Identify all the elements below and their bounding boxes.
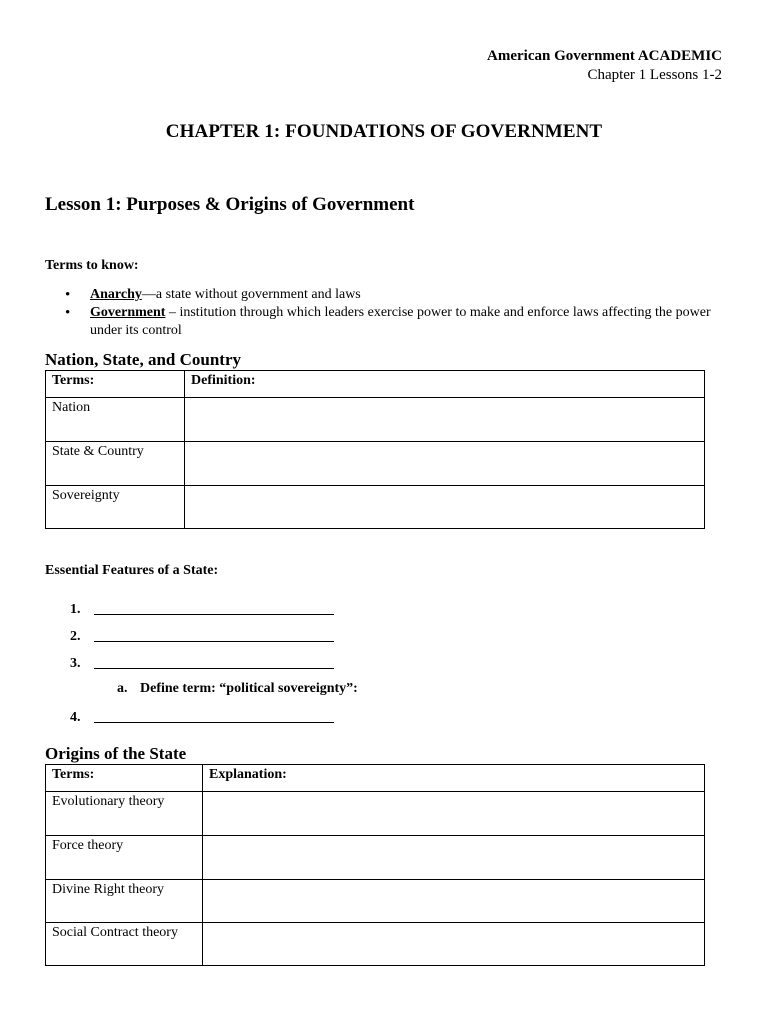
definition-cell[interactable] bbox=[185, 486, 705, 529]
feature-item-2 bbox=[70, 627, 334, 645]
term-cell: Divine Right theory bbox=[46, 880, 203, 923]
chapter-lessons: Chapter 1 Lessons 1-2 bbox=[587, 67, 722, 83]
answer-blank[interactable] bbox=[94, 708, 334, 723]
answer-blank[interactable] bbox=[94, 654, 334, 669]
sub-item-text: Define term: “political sovereignty”: bbox=[140, 681, 358, 696]
term-definition: —a state without government and laws bbox=[141, 287, 361, 302]
term-cell: State & Country bbox=[46, 442, 185, 486]
table-row bbox=[46, 923, 705, 966]
explanation-cell[interactable] bbox=[203, 792, 705, 836]
terms-to-know-heading: Terms to know: bbox=[45, 258, 139, 273]
column-header-terms: Terms: bbox=[46, 765, 203, 792]
bullet-icon: • bbox=[65, 287, 71, 303]
feature-item-3 bbox=[70, 654, 334, 672]
explanation-cell[interactable] bbox=[203, 880, 705, 923]
explanation-cell[interactable] bbox=[203, 836, 705, 880]
table-row bbox=[46, 792, 705, 836]
nation-table-heading: Nation, State, and Country bbox=[45, 350, 241, 369]
definition-cell[interactable] bbox=[185, 398, 705, 442]
essential-features-heading: Essential Features of a State: bbox=[45, 563, 219, 578]
table-row bbox=[46, 398, 705, 442]
term-cell: Sovereignty bbox=[46, 486, 185, 529]
sub-item-marker: a. bbox=[117, 681, 128, 696]
term-cell: Force theory bbox=[46, 836, 203, 880]
sub-item-political-sovereignty bbox=[117, 681, 358, 697]
feature-item-1 bbox=[70, 600, 334, 618]
bullet-icon: • bbox=[65, 305, 71, 321]
course-title: American Government ACADEMIC bbox=[487, 48, 722, 64]
table-row bbox=[46, 442, 705, 486]
term-cell: Evolutionary theory bbox=[46, 792, 203, 836]
terms-list bbox=[65, 286, 725, 340]
table-row bbox=[46, 486, 705, 529]
table-row bbox=[46, 880, 705, 923]
definition-cell[interactable] bbox=[185, 442, 705, 486]
item-number: 2. bbox=[70, 629, 81, 644]
origins-of-state-table bbox=[45, 764, 705, 966]
table-header-row bbox=[46, 765, 705, 792]
origins-table-heading: Origins of the State bbox=[45, 744, 187, 763]
term-cell: Social Contract theory bbox=[46, 923, 203, 966]
item-number: 1. bbox=[70, 602, 81, 617]
feature-item-4 bbox=[70, 708, 334, 726]
column-header-terms: Terms: bbox=[46, 371, 185, 398]
term-cell: Nation bbox=[46, 398, 185, 442]
explanation-cell[interactable] bbox=[203, 923, 705, 966]
term-name: Anarchy bbox=[90, 287, 142, 302]
term-item-anarchy bbox=[65, 286, 725, 304]
term-item-government bbox=[65, 304, 725, 340]
column-header-explanation: Explanation: bbox=[203, 765, 705, 792]
answer-blank[interactable] bbox=[94, 627, 334, 642]
table-row bbox=[46, 836, 705, 880]
document-header bbox=[487, 47, 722, 85]
answer-blank[interactable] bbox=[94, 600, 334, 615]
term-name: Government bbox=[90, 305, 166, 320]
item-number: 4. bbox=[70, 710, 81, 725]
nation-state-country-table bbox=[45, 370, 705, 529]
chapter-title: CHAPTER 1: FOUNDATIONS OF GOVERNMENT bbox=[165, 121, 603, 142]
lesson-heading: Lesson 1: Purposes & Origins of Government bbox=[45, 194, 415, 215]
item-number: 3. bbox=[70, 656, 81, 671]
table-header-row bbox=[46, 371, 705, 398]
term-definition: – institution through which leaders exercise power to make and enforce laws affecting the power under its control bbox=[90, 305, 711, 338]
column-header-definition: Definition: bbox=[185, 371, 705, 398]
